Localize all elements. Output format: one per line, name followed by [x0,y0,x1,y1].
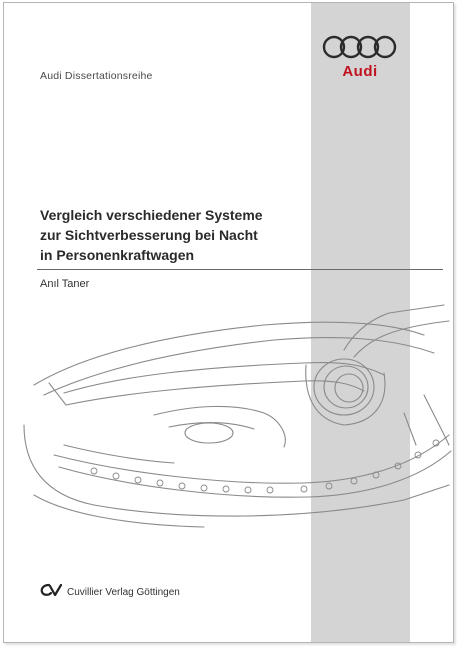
title-line-3: in Personenkraftwagen [40,247,195,263]
publisher-name: Cuvillier Verlag Göttingen [67,587,180,598]
title-divider [37,269,443,270]
series-title: Audi Dissertationsreihe [40,70,153,82]
book-cover [3,2,454,643]
audi-wordmark: Audi [342,63,378,80]
headlight-illustration [4,295,454,540]
title-line-1: Vergleich verschiedener Systeme [40,207,263,223]
author-name: Anıl Taner [40,278,90,290]
book-title [40,205,310,265]
publisher-block [40,583,180,602]
title-line-2: zur Sichtverbesserung bei Nacht [40,227,258,243]
cuvillier-logo-icon [40,583,62,602]
